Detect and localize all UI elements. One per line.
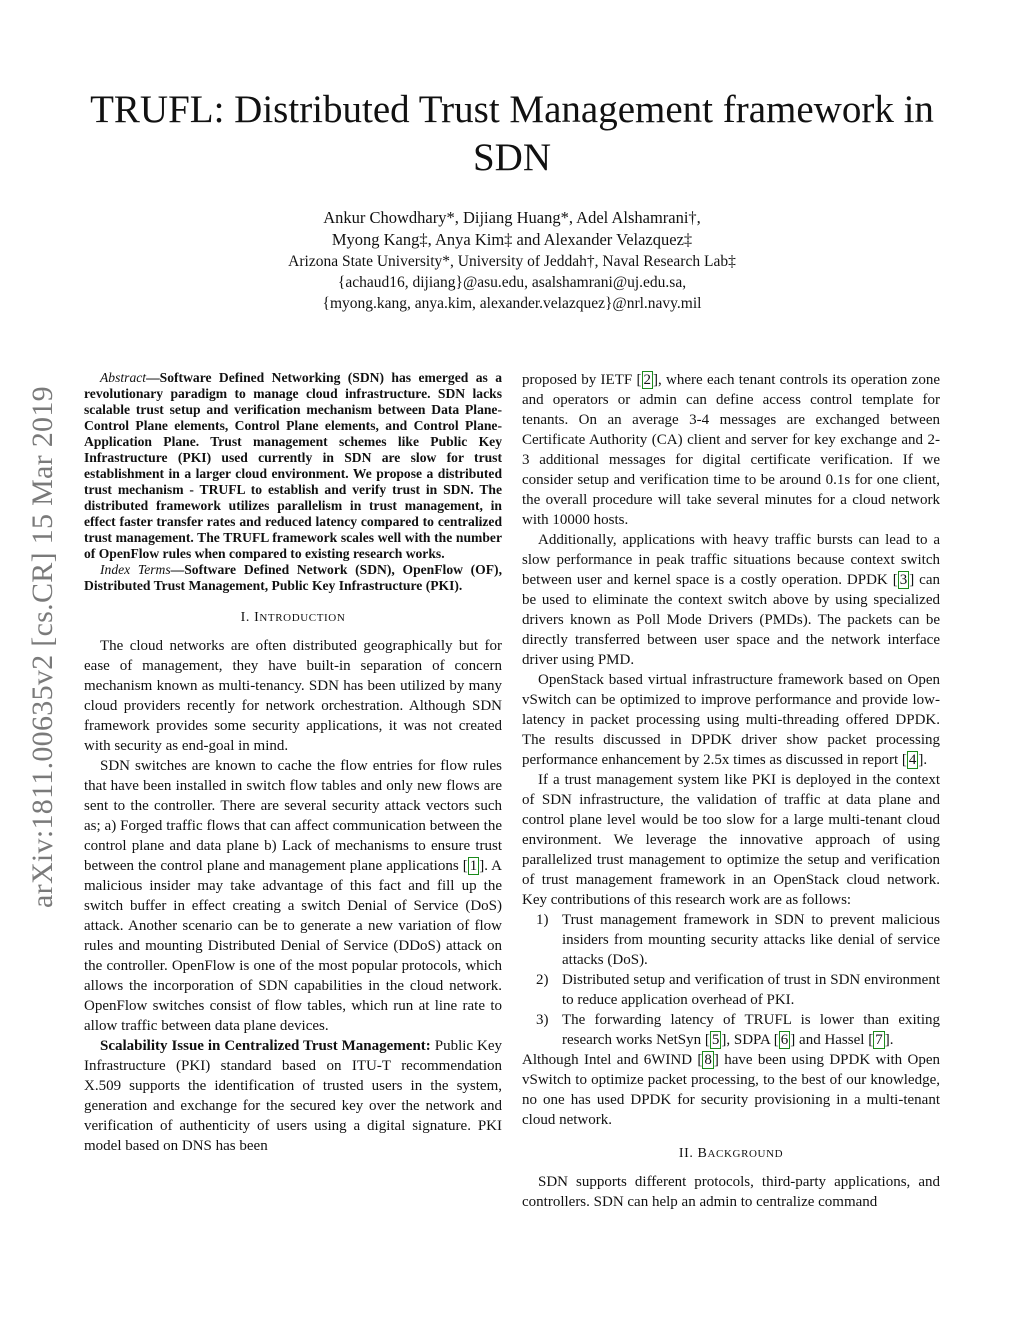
right-paragraph-3: OpenStack based virtual infrastructure framework based on Open vSwitch can be optimized to improve performance and provide low-latency in packet processing using multi-threading offered DPDK. The results discussed in DPDK driver show packet processing performance enhancement by 2.5x times as discussed in report [ 4 ]. xyxy=(522,672,940,768)
index-terms-label: Index Terms xyxy=(100,562,171,577)
list-item: 3) The forwarding latency of TRUFL is lower than exiting research works NetSyn [ 5 ], SDPA [ 6 ] and Hassel [ 7 ]. xyxy=(536,1012,940,1048)
index-terms xyxy=(84,562,502,594)
right-paragraph-2: Additionally, applications with heavy traffic bursts can lead to a slow performance in peak traffic situations because context switch between user and kernel space is a costly operation. DPDK [ 3 ] can be used to eliminate the context switch above by using specialized drivers known as Poll Mode Drivers (PMDs). The packets can be directly transferred between user space and the network interface driver using PMD. xyxy=(522,532,940,668)
citation-link[interactable]: 7 xyxy=(875,1032,883,1048)
author-line-2: Myong Kang‡, Anya Kim‡ and Alexander Velazquez‡ xyxy=(331,230,693,249)
author-block xyxy=(160,207,864,314)
left-column xyxy=(84,370,502,1156)
author-line-1: Ankur Chowdhary*, Dijiang Huang*, Adel Alshamrani†, xyxy=(323,208,701,227)
paragraph-heading: Scalability Issue in Centralized Trust Management: xyxy=(100,1038,431,1054)
abstract xyxy=(84,370,502,562)
citation-link[interactable]: 5 xyxy=(711,1032,720,1048)
section-heading-background: II. BACKGROUND xyxy=(678,1146,784,1161)
index-terms-text: —Software Defined Network (SDN), OpenFlow (OF), Distributed Trust Management, Public Key Infrastructure (PKI). xyxy=(84,562,502,593)
list-item: 1) Trust management framework in SDN to prevent malicious insiders from mounting security attacks like denial of service attacks (DoS). xyxy=(536,912,940,968)
intro-paragraph-2: SDN switches are known to cache the flow entries for flow rules that have been installed in switch flow tables and only new flows are sent to the controller. There are several security attack vectors such as; a) Forged traffic flows that can affect communication between the control plane and data plane b) Lack of mechanisms to ensure trust between the control plane and management plane applications [ 1 ]. A malicious insider may take advantage of this fact and fill up the switch buffer in effect creating a switch Denial of Service (DoS) attack. Another scenario can be to generate a new variation of flow rules and mounting Distributed Denial of Service (DDoS) attack on the controller. OpenFlow is one of the most popular protocols, which allows the incorporation of SDN capabilities in the cloud network. OpenFlow switches consist of flow tables, which run at line rate to allow traffic between data plane devices. xyxy=(84,758,502,1034)
email-line-2: {myong.kang, anya.kim, alexander.velazquez}@nrl.navy.mil xyxy=(322,295,702,312)
citation-link[interactable]: 2 xyxy=(643,372,652,388)
intro-paragraph-1: The cloud networks are often distributed geographically but for ease of management, they have built-in separation of concern mechanism known as multi-tenancy. SDN has been utilized by many cloud providers recently for network orchestration. Although SDN framework provides some security applications, it was not created with security as end-goal in mind. xyxy=(84,638,502,754)
background-paragraph-1: SDN supports different protocols, third-party applications, and controllers. SDN can help an admin to centralize command xyxy=(522,1174,940,1210)
citation-link[interactable]: 8 xyxy=(704,1052,712,1068)
citation-link[interactable]: 3 xyxy=(899,572,908,588)
list-item: 2) Distributed setup and verification of trust in SDN environment to reduce application overhead of PKI. xyxy=(536,972,940,1008)
section-heading-introduction: I. INTRODUCTION xyxy=(240,610,346,625)
intro-paragraph-3: Scalability Issue in Centralized Trust Management: Public Key Infrastructure (PKI) standard based on ITU-T recommendation X.509 supports the identification of trusted users in the system, generation and exchange for the secured key over the network and verification of authenticity of users using a digital signature. PKI model based on DNS has been xyxy=(84,1038,502,1154)
abstract-text: —Software Defined Networking (SDN) has emerged as a revolutionary paradigm to manage cloud infrastructure. SDN lacks scalable trust setup and verification mechanism between Data Plane-Control Plane elements, Control Plane elements, and Control Plane-Application Plane. Trust management schemes like Public Key Infrastructure (PKI) used currently in SDN are slow for trust establishment in a larger cloud environment. We propose a distributed trust mechanism - TRUFL to establish and verify trust in SDN. The distributed framework utilizes parallelism in trust management, in effect faster transfer rates and reduced latency compared to centralized trust management. The TRUFL framework scales well with the number of OpenFlow rules when compared to existing research works. xyxy=(84,370,502,561)
citation-link[interactable]: 1 xyxy=(469,858,478,874)
paper-title: TRUFL: Distributed Trust Management framework in SDN xyxy=(90,88,934,179)
arxiv-identifier: arXiv:1811.00635v2 [cs.CR] 15 Mar 2019 xyxy=(26,386,59,908)
right-column xyxy=(522,370,940,1212)
abstract-label: Abstract xyxy=(100,370,147,385)
arxiv-sidebar xyxy=(28,352,58,942)
contributions-list xyxy=(522,910,940,1050)
right-paragraph-4: If a trust management system like PKI is deployed in the context of SDN infrastructure, the validation of traffic at data plane and control plane level would be too slow for a large multi-tenant cloud environment. We leverage the innovative approach of using parallelized trust management to optimize the setup and verification of trust management framework in an OpenStack cloud network. Key contributions of this research work are as follows: xyxy=(522,772,940,908)
citation-link[interactable]: 6 xyxy=(780,1032,789,1048)
email-line-1: {achaud16, dijiang}@asu.edu, asalshamrani@uj.edu.sa, xyxy=(337,274,687,291)
right-paragraph-5: Although Intel and 6WIND [ 8 ] have been using DPDK with Open vSwitch to optimize packet processing, to the best of our knowledge, no one has used DPDK for security provisioning in a multi-tenant cloud network. xyxy=(522,1052,940,1128)
citation-link[interactable]: 4 xyxy=(908,752,917,768)
affiliations: Arizona State University*, University of Jeddah†, Naval Research Lab‡ xyxy=(288,253,736,270)
right-paragraph-1: proposed by IETF [ 2 ], where each tenant controls its operation zone and operators or admin can define access control template for tenants. On an average 3-4 messages are exchanged between Certificate Authority (CA) client and server for key exchange and 2-3 additional messages for digital certificate verification. If we consider setup and verification time to be around 0.1s for one client, the overall procedure will take several minutes for a cloud network with 10000 hosts. xyxy=(522,372,940,528)
